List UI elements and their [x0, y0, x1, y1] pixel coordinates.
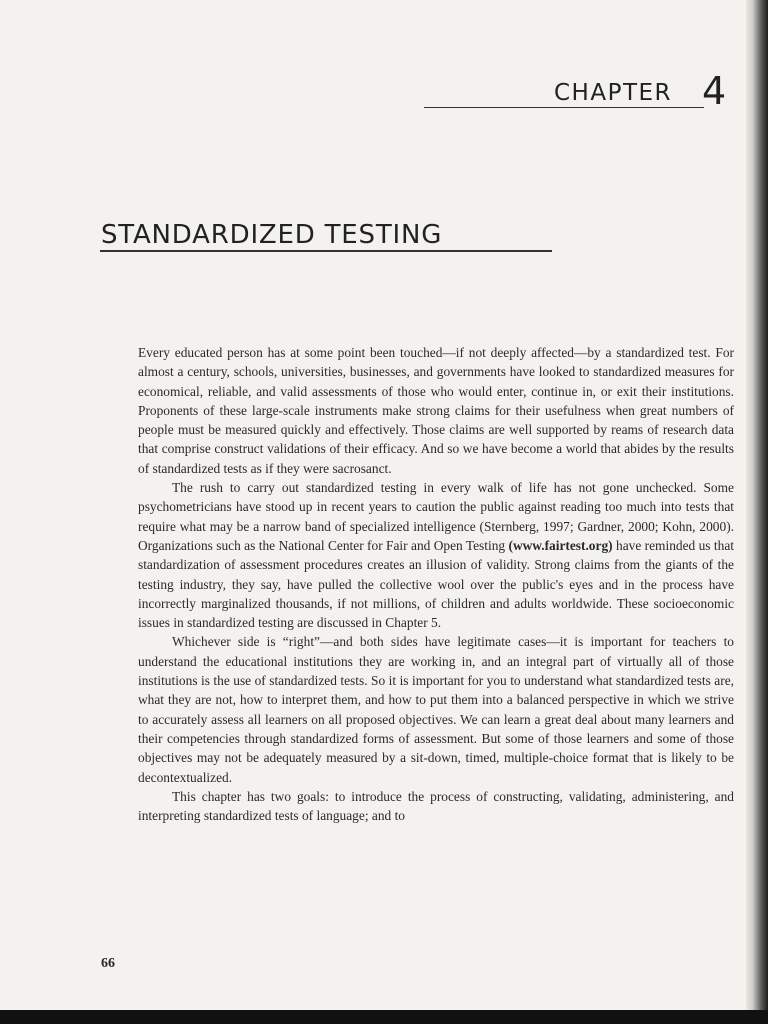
- chapter-rule: [424, 107, 704, 108]
- paragraph-text: The rush to carry out standardized testing in every walk of life has not gone unchecked. Some psychometricians have stood up in recent years to caution the public against reading too much into tests that require what may be a narrow band of specialized intelligence (Sternberg, 1997; Gardner, 2000; Kohn, 2000). Organizations such as the National Center for Fair and Open Testing: [138, 480, 734, 553]
- paragraph: Whichever side is “right”—and both sides have legitimate cases—it is important for teachers to understand the educational institutions they are working in, and an integral part of virtually all of those institutions is the use of standardized tests. So it is important for you to understand what standardized tests are, what they are not, how to interpret them, and how to put them into a balanced perspective in which we strive to accurately assess all learners on all proposed objectives. We can learn a great deal about many learners and their competencies through standardized forms of assessment. But some of those learners and some of those objectives may not be adequately measured by a sit-down, timed, multiple-choice format that is likely to be decontextualized.: [138, 634, 734, 785]
- chapter-title: STANDARDIZED TESTING: [101, 220, 443, 250]
- paragraph: Every educated person has at some point been touched—if not deeply affected—by a standardized test. For almost a century, schools, universities, businesses, and governments have looked to standardized measures for economical, reliable, and valid assessments of those who would enter, continue in, or exit their institutions. Proponents of these large-scale instruments make strong claims for their usefulness when great numbers of people must be measured quickly and effectively. Those claims are well supported by reams of research data that comprise construct validations of their efficacy. And so we have become a world that abides by the results of standardized tests as if they were sacrosanct.: [138, 345, 734, 476]
- page-edge-shadow: [746, 0, 768, 1024]
- body-text: [138, 343, 734, 825]
- website-link: (www.fairtest.org): [508, 537, 613, 553]
- chapter-number: 4: [702, 69, 727, 113]
- paragraph: This chapter has two goals: to introduce the process of constructing, validating, administering, and interpreting standardized tests of language; and to: [138, 788, 734, 824]
- chapter-label: CHAPTER: [554, 80, 673, 106]
- page-number: 66: [101, 956, 115, 971]
- title-underline: [100, 250, 552, 252]
- page-bottom-edge: [0, 1010, 768, 1024]
- paragraph: [138, 478, 734, 632]
- paragraph-text: have reminded us that standardization of assessment procedures creates an illusion of validity. Strong claims from the giants of the testing industry, they say, have pulled the collective wool over the public's eyes and in the process have incorrectly marginalized thousands, if not millions, of children and adults worldwide. These socioeconomic issues in standardized testing are discussed in Chapter 5.: [138, 537, 734, 631]
